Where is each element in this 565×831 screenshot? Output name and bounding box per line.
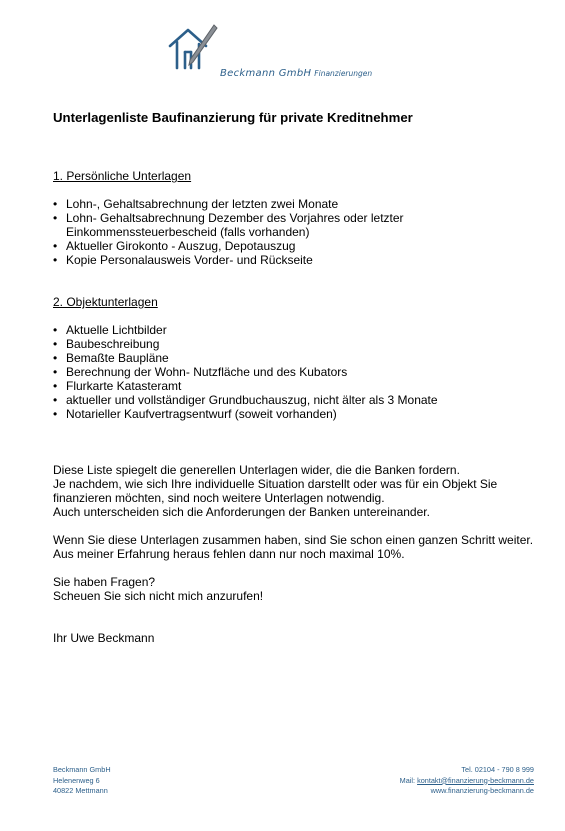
footer-mail-label: Mail:: [399, 775, 416, 785]
company-logo: [168, 22, 408, 78]
personal-documents-list: [53, 197, 404, 267]
list-item: • Lohn- Gehaltsabrechnung Dezember des Vorjahres oder letzter Einkommenssteuerbescheid (falls vorhanden): [53, 211, 404, 239]
list-item: • Flurkarte Katasteramt: [53, 379, 438, 393]
list-item: • Baubeschreibung: [53, 337, 438, 351]
footer-company: Beckmann GmbH: [53, 765, 111, 774]
list-item: • Lohn-, Gehaltsabrechnung der letzten zwei Monate: [53, 197, 404, 211]
info-paragraph: Diese Liste spiegelt die generellen Unterlagen wider, die die Banken fordern. Je nachdem, wie sich Ihre individuelle Situation darstellt oder was für ein Objekt Sie finanzieren möchten, sind noch weitere Unterlagen notwendig. Auch unterscheiden sich die Anforderungen der Banken untereinander.: [53, 463, 498, 519]
footer-mail-line: [400, 776, 534, 787]
signature: Ihr Uwe Beckmann: [53, 631, 155, 645]
footer-address: [53, 765, 111, 797]
document-title: Unterlagenliste Baufinanzierung für private Kreditnehmer: [53, 110, 413, 125]
list-item: • Kopie Personalausweis Vorder- und Rückseite: [53, 253, 404, 267]
list-item: • Notarieller Kaufvertragsentwurf (soweit vorhanden): [53, 407, 438, 421]
footer-city: 40822 Mettmann: [53, 786, 108, 795]
footer-street: Helenenweg 6: [53, 775, 100, 785]
list-item: • Aktueller Girokonto - Auszug, Depotauszug: [53, 239, 404, 253]
logo-company-name: Beckmann GmbH: [220, 68, 312, 79]
footer-website-link[interactable]: www.finanzierung-beckmann.de: [430, 786, 534, 795]
progress-paragraph: Wenn Sie diese Unterlagen zusammen haben, sind Sie schon einen ganzen Schritt weiter. Aus meiner Erfahrung heraus fehlen dann nur noch maximal 10%.: [53, 533, 534, 561]
questions-paragraph: Sie haben Fragen? Scheuen Sie sich nicht mich anzurufen!: [53, 575, 264, 603]
logo-wordmark: [220, 61, 372, 80]
footer-phone: Tel. 02104 - 790 8 999: [461, 765, 534, 774]
list-item: • aktueller und vollständiger Grundbuchauszug, nicht älter als 3 Monate: [53, 393, 438, 407]
section-heading-personal: 1. Persönliche Unterlagen: [53, 169, 192, 183]
section-heading-property: 2. Objektunterlagen: [53, 295, 158, 309]
footer-mail-link[interactable]: kontakt@finanzierung-beckmann.de: [417, 775, 534, 785]
list-item: • Bemaßte Baupläne: [53, 351, 438, 365]
footer-contact: [400, 765, 534, 797]
logo-subtitle: Finanzierungen: [314, 69, 373, 78]
list-item: • Aktuelle Lichtbilder: [53, 323, 438, 337]
house-with-pen-icon: [168, 22, 220, 72]
property-documents-list: [53, 323, 438, 421]
list-item: • Berechnung der Wohn- Nutzfläche und des Kubators: [53, 365, 438, 379]
